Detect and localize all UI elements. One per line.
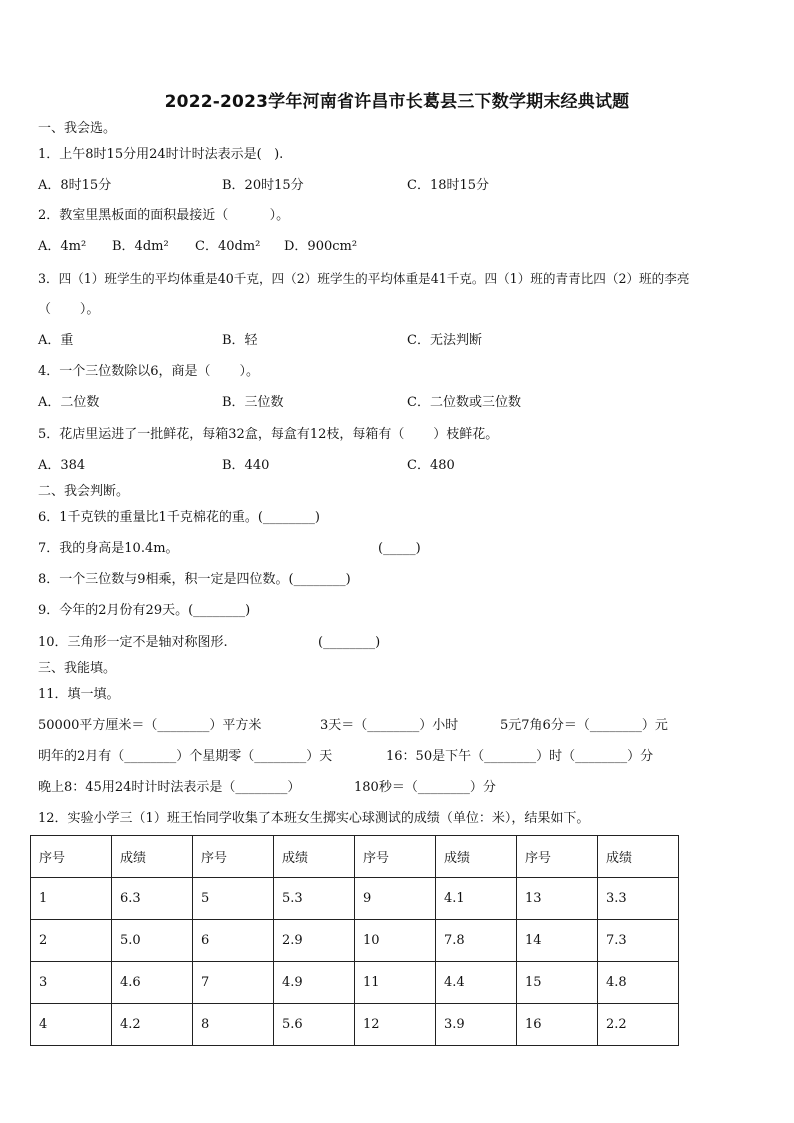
table-cell: 3.3 xyxy=(598,878,679,920)
table-header-cell: 序号 xyxy=(355,836,436,878)
q4-option-b: B．三位数 xyxy=(222,395,284,410)
question-3: 3．四（1）班学生的平均体重是40千克，四（2）班学生的平均体重是41千克。四（1）班的青青比四（2）班的李亮 xyxy=(38,271,690,286)
table-cell: 6 xyxy=(193,920,274,962)
page-title: 2022-2023学年河南省许昌市长葛县三下数学期末经典试题 xyxy=(164,92,630,112)
table-header-cell: 序号 xyxy=(193,836,274,878)
question-12: 12．实验小学三（1）班王怡同学收集了本班女生掷实心球测试的成绩（单位：米），结果如下。 xyxy=(38,811,590,826)
table-header-cell: 序号 xyxy=(517,836,598,878)
table-cell: 9 xyxy=(355,878,436,920)
question-9: 9．今年的2月份有29天。(________) xyxy=(38,603,251,618)
table-cell: 4.9 xyxy=(274,962,355,1004)
table-cell: 4.6 xyxy=(112,962,193,1004)
table-row xyxy=(31,920,679,962)
question-1: 1．上午8时15分用24时计时法表示是( ). xyxy=(38,147,284,162)
q5-option-c: C．480 xyxy=(407,458,455,473)
table-header-cell: 成绩 xyxy=(598,836,679,878)
table-cell: 5.0 xyxy=(112,920,193,962)
table-cell: 15 xyxy=(517,962,598,1004)
q1-option-c: C．18时15分 xyxy=(407,178,490,193)
question-10-answer-blank: (________) xyxy=(318,635,381,650)
score-table xyxy=(30,835,679,1046)
q11-fill-minutes: 180秒＝（________）分 xyxy=(354,780,496,795)
question-7: 7．我的身高是10.4m。 xyxy=(38,541,179,556)
q11-fill-yuan: 5元7角6分＝（________）元 xyxy=(500,718,668,733)
table-cell: 1 xyxy=(31,878,112,920)
q3-option-a: A．重 xyxy=(38,333,74,348)
table-cell: 4.2 xyxy=(112,1004,193,1046)
table-cell: 6.3 xyxy=(112,878,193,920)
q1-option-b: B．20时15分 xyxy=(222,178,304,193)
table-cell: 4.1 xyxy=(436,878,517,920)
q5-option-a: A．384 xyxy=(38,458,86,473)
section-heading: 二、我会判断。 xyxy=(38,484,130,499)
question-6: 6．1千克铁的重量比1千克棉花的重。(________) xyxy=(38,510,320,525)
q11-fill-afternoon: 16：50是下午（________）时（________）分 xyxy=(386,749,654,764)
table-cell: 3.9 xyxy=(436,1004,517,1046)
table-cell: 12 xyxy=(355,1004,436,1046)
question-10: 10．三角形一定不是轴对称图形. xyxy=(38,635,228,650)
table-cell: 4.4 xyxy=(436,962,517,1004)
table-cell: 5.3 xyxy=(274,878,355,920)
table-header-cell: 成绩 xyxy=(436,836,517,878)
table-cell: 7.8 xyxy=(436,920,517,962)
q11-fill-area: 50000平方厘米＝（________）平方米 xyxy=(38,718,262,733)
section-heading: 一、我会选。 xyxy=(38,121,117,136)
table-cell: 2 xyxy=(31,920,112,962)
table-row xyxy=(31,1004,679,1046)
table-cell: 7 xyxy=(193,962,274,1004)
table-cell: 14 xyxy=(517,920,598,962)
table-cell: 3 xyxy=(31,962,112,1004)
q11-fill-hours: 3天＝（________）小时 xyxy=(320,718,459,733)
question-4: 4．一个三位数除以6，商是（ ）。 xyxy=(38,364,259,379)
table-cell: 7.3 xyxy=(598,920,679,962)
table-cell: 4.8 xyxy=(598,962,679,1004)
q3-option-b: B．轻 xyxy=(222,333,258,348)
q3-option-c: C．无法判断 xyxy=(407,333,482,348)
table-header-cell: 序号 xyxy=(31,836,112,878)
question-11: 11．填一填。 xyxy=(38,687,120,702)
q4-option-c: C．二位数或三位数 xyxy=(407,395,521,410)
table-cell: 13 xyxy=(517,878,598,920)
q11-fill-february: 明年的2月有（________）个星期零（________）天 xyxy=(38,749,333,764)
table-cell: 11 xyxy=(355,962,436,1004)
table-cell: 5.6 xyxy=(274,1004,355,1046)
q2-option-c: C．40dm² xyxy=(195,239,261,254)
table-header-cell: 成绩 xyxy=(112,836,193,878)
table-row xyxy=(31,878,679,920)
table-header-cell: 成绩 xyxy=(274,836,355,878)
table-cell: 2.9 xyxy=(274,920,355,962)
q4-option-a: A．二位数 xyxy=(38,395,100,410)
table-cell: 4 xyxy=(31,1004,112,1046)
q2-option-d: D．900cm² xyxy=(284,239,358,254)
table-cell: 8 xyxy=(193,1004,274,1046)
table-cell: 2.2 xyxy=(598,1004,679,1046)
question-5: 5．花店里运进了一批鲜花，每箱32盒，每盒有12枝，每箱有（ ）枝鲜花。 xyxy=(38,427,499,442)
section-heading: 三、我能填。 xyxy=(38,661,117,676)
question-2: 2．教室里黑板面的面积最接近（ ）。 xyxy=(38,208,290,223)
q5-option-b: B．440 xyxy=(222,458,270,473)
q1-option-a: A．8时15分 xyxy=(38,178,112,193)
q2-option-a: A．4m² xyxy=(38,239,87,254)
q2-option-b: B．4dm² xyxy=(112,239,169,254)
question-3-cont: （ ）。 xyxy=(38,302,100,317)
table-cell: 10 xyxy=(355,920,436,962)
table-header-row xyxy=(31,836,679,878)
table-row xyxy=(31,962,679,1004)
question-7-answer-blank: (_____) xyxy=(378,541,421,556)
question-8: 8．一个三位数与9相乘，积一定是四位数。(________) xyxy=(38,572,351,587)
table-cell: 5 xyxy=(193,878,274,920)
q11-fill-24h: 晚上8：45用24时计时法表示是（________） xyxy=(38,780,301,795)
table-cell: 16 xyxy=(517,1004,598,1046)
